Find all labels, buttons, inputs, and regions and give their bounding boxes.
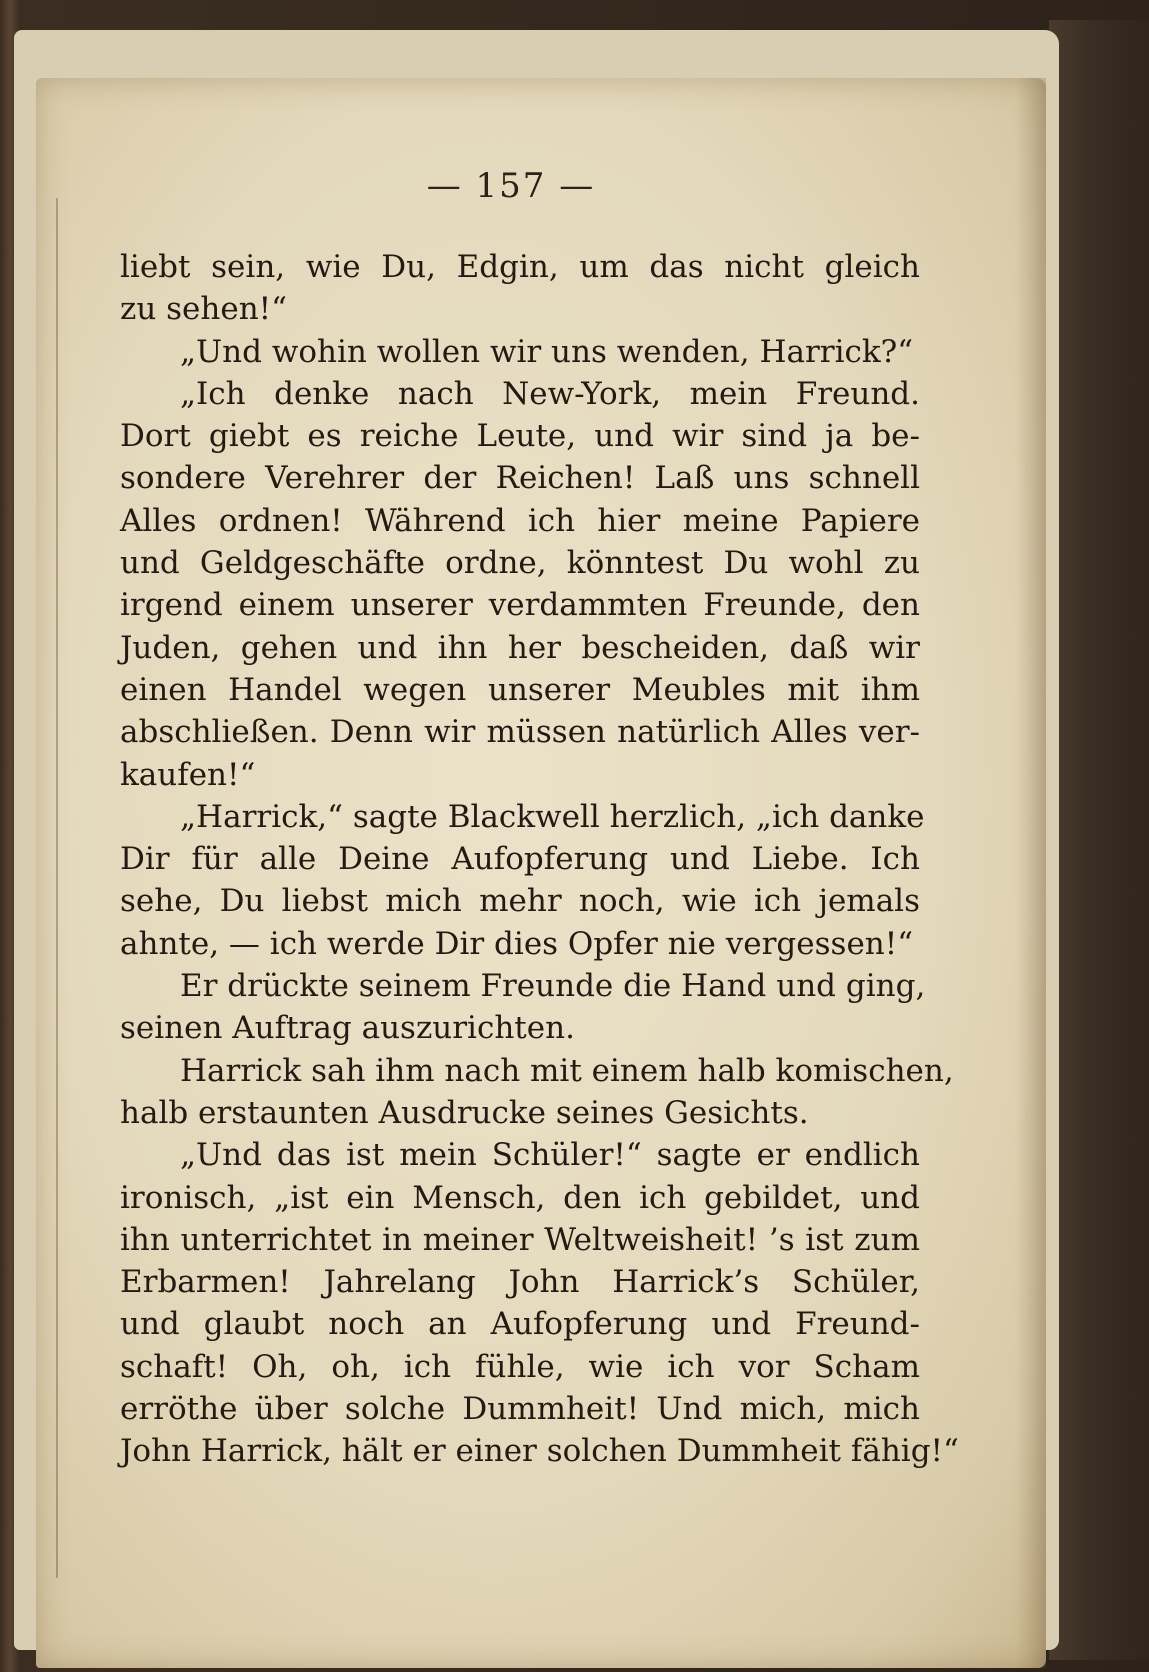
text-line: sehe, Du liebst mich mehr noch, wie ich jemals <box>120 883 920 920</box>
spine-line <box>56 198 58 1578</box>
text-line: irgend einem unserer verdammten Freunde, den <box>120 587 920 624</box>
text-line: seinen Auftrag auszurichten. <box>120 1010 575 1047</box>
page-number: — 157 — <box>426 166 596 206</box>
text-line: zu sehen!“ <box>120 291 287 328</box>
text-line: einen Handel wegen unserer Meubles mit ihm <box>120 671 920 708</box>
text-line: Dir für alle Deine Aufopferung und Liebe. Ich <box>120 841 920 878</box>
text-line: „Und das ist mein Schüler!“ sagte er endlich <box>180 1137 920 1174</box>
text-line: ihn unterrichtet in meiner Weltweisheit! ’s ist zum <box>120 1221 920 1258</box>
text-line: ironisch, „ist ein Mensch, den ich gebildet, und <box>120 1179 920 1216</box>
text-line: Harrick sah ihm nach mit einem halb komischen, <box>180 1052 954 1089</box>
body-text <box>120 246 959 1473</box>
text-line: Juden, gehen und ihn her bescheiden, daß wir <box>120 629 920 666</box>
text-line: halb erstaunten Ausdrucke seines Gesichts. <box>120 1094 809 1131</box>
text-line: sondere Verehrer der Reichen! Laß uns schnell <box>120 460 920 497</box>
book-cover-edge <box>1049 20 1149 1660</box>
text-line: und glaubt noch an Aufopferung und Freund- <box>120 1306 920 1343</box>
text-line: Dort giebt es reiche Leute, und wir sind ja be- <box>120 418 920 455</box>
text-line: Erbarmen! Jahrelang John Harrick’s Schüler, <box>120 1264 920 1301</box>
text-line: Alles ordnen! Während ich hier meine Papiere <box>120 502 920 539</box>
text-line: „Ich denke nach New-York, mein Freund. <box>180 375 920 412</box>
text-line: abschließen. Denn wir müssen natürlich Alles ver- <box>120 714 920 751</box>
text-line: kaufen!“ <box>120 756 256 793</box>
text-line: schaft! Oh, oh, ich fühle, wie ich vor Scham <box>120 1348 920 1385</box>
text-line: ahnte, — ich werde Dir dies Opfer nie vergessen!“ <box>120 925 914 962</box>
text-line: „Und wohin wollen wir uns wenden, Harrick?“ <box>180 333 914 370</box>
book-page <box>36 78 1046 1668</box>
text-line: „Harrick,“ sagte Blackwell herzlich, „ich danke <box>180 798 925 835</box>
page-stack <box>14 30 1059 1650</box>
text-line: und Geldgeschäfte ordne, könntest Du wohl zu <box>120 545 920 582</box>
text-line: erröthe über solche Dummheit! Und mich, mich <box>120 1391 920 1428</box>
page-edge-shadow <box>1016 78 1046 1668</box>
text-line: liebt sein, wie Du, Edgin, um das nicht gleich <box>120 249 920 285</box>
text-line: Er drückte seinem Freunde die Hand und ging, <box>180 968 926 1005</box>
text-line: John Harrick, hält er einer solchen Dummheit fähig!“ <box>120 1433 959 1470</box>
